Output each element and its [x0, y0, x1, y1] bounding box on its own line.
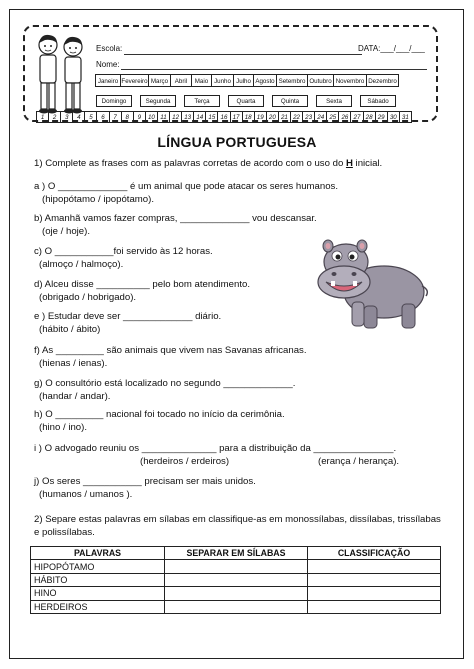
item-f-options: (hienas / ienas). — [39, 358, 108, 369]
data-label: DATA:___/___/___ — [358, 44, 425, 53]
day-number-cell[interactable]: 2 — [48, 111, 61, 123]
table-row — [31, 600, 441, 613]
month-cell[interactable]: Agosto — [253, 74, 277, 87]
header-box — [23, 25, 438, 122]
day-cell[interactable]: Segunda — [140, 95, 176, 107]
item-b-options: (oje / hoje). — [42, 226, 90, 237]
item-c: c) O ___________foi servido às 12 horas. — [34, 246, 213, 257]
item-f: f) As _________ são animais que vivem nas Savanas africanas. — [34, 345, 307, 356]
syllables-cell[interactable] — [165, 587, 308, 600]
item-i-options-1: (herdeiros / erdeiros) — [140, 456, 230, 467]
months-row — [96, 74, 399, 87]
day-number-cell[interactable]: 29 — [375, 111, 388, 123]
day-number-cell[interactable]: 18 — [242, 111, 255, 123]
month-cell[interactable]: Dezembro — [366, 74, 399, 87]
day-number-cell[interactable]: 16 — [217, 111, 230, 123]
day-number-cell[interactable]: 9 — [133, 111, 146, 123]
header-palavras: PALAVRAS — [31, 547, 165, 560]
question-2-line2: e polissílabas. — [34, 527, 95, 538]
page-title: LÍNGUA PORTUGUESA — [157, 134, 317, 150]
day-number-cell[interactable]: 8 — [121, 111, 134, 123]
item-g-options: (handar / andar). — [39, 391, 111, 402]
day-number-cell[interactable]: 23 — [302, 111, 315, 123]
children-illustration — [35, 33, 87, 115]
escola-label: Escola: — [96, 44, 123, 53]
month-cell[interactable]: Novembro — [333, 74, 367, 87]
month-cell[interactable]: Julho — [233, 74, 254, 87]
item-e-options: (hábito / ábito) — [39, 324, 101, 335]
hippo-illustration — [314, 234, 432, 334]
day-number-cell[interactable]: 27 — [350, 111, 363, 123]
day-cell[interactable]: Sábado — [360, 95, 396, 107]
intro-letter-h: H — [345, 158, 353, 169]
day-number-cell[interactable]: 24 — [314, 111, 327, 123]
month-cell[interactable]: Outubro — [307, 74, 334, 87]
nome-label: Nome: — [96, 60, 120, 69]
classification-cell[interactable] — [308, 573, 441, 586]
table-row — [31, 573, 441, 586]
item-b: b) Amanhã vamos fazer compras, _____________ vou descansar. — [34, 213, 317, 224]
syllables-cell[interactable] — [165, 560, 308, 573]
month-cell[interactable]: Fevereiro — [120, 74, 149, 87]
day-number-cell[interactable]: 21 — [278, 111, 291, 123]
day-number-cell[interactable]: 1 — [36, 111, 49, 123]
day-number-cell[interactable]: 12 — [169, 111, 182, 123]
item-g: g) O consultório está localizado no segundo _____________. — [34, 378, 296, 389]
item-d-options: (obrigado / hobrigado). — [39, 292, 137, 303]
item-h: h) O _________ nacional foi tocado no início da cerimônia. — [34, 409, 285, 420]
day-number-cell[interactable]: 31 — [399, 111, 412, 123]
question-2-line1: 2) Separe estas palavras em sílabas em classifique-as em monossílabas, dissílabas, trissílabas — [34, 514, 441, 525]
day-number-cell[interactable]: 10 — [145, 111, 158, 123]
day-number-cell[interactable]: 22 — [290, 111, 303, 123]
syllables-cell[interactable] — [165, 573, 308, 586]
month-cell[interactable]: Abril — [170, 74, 192, 87]
day-cell[interactable]: Domingo — [96, 95, 132, 107]
syllables-cell[interactable] — [165, 600, 308, 613]
day-number-cell[interactable]: 26 — [338, 111, 351, 123]
day-number-cell[interactable]: 19 — [254, 111, 267, 123]
day-cell[interactable]: Quinta — [272, 95, 308, 107]
days-row — [96, 95, 404, 107]
classification-cell[interactable] — [308, 560, 441, 573]
header-classificacao: CLASSIFICAÇÃO — [308, 547, 441, 560]
day-number-cell[interactable]: 13 — [181, 111, 194, 123]
syllable-table — [30, 546, 441, 614]
day-number-cell[interactable]: 15 — [205, 111, 218, 123]
item-h-options: (hino / ino). — [39, 422, 87, 433]
item-e: e ) Estudar deve ser _____________ diário. — [34, 311, 222, 322]
day-number-cell[interactable]: 11 — [157, 111, 170, 123]
day-cell[interactable]: Sexta — [316, 95, 352, 107]
day-cell[interactable]: Quarta — [228, 95, 264, 107]
table-row — [31, 587, 441, 600]
day-number-cell[interactable]: 14 — [193, 111, 206, 123]
word-cell: HÁBITO — [31, 573, 165, 586]
word-cell: HERDEIROS — [31, 600, 165, 613]
day-number-cell[interactable]: 20 — [266, 111, 279, 123]
day-number-cell[interactable]: 4 — [72, 111, 85, 123]
nome-field[interactable] — [121, 69, 427, 70]
day-cell[interactable]: Terça — [184, 95, 220, 107]
table-row — [31, 560, 441, 573]
item-d: d) Alceu disse __________ pelo bom atendimento. — [34, 279, 251, 290]
item-c-options: (almoço / halmoço). — [39, 259, 124, 270]
table-header-row — [31, 547, 441, 560]
classification-cell[interactable] — [308, 587, 441, 600]
item-i: i ) O advogado reuniu os ______________ para a distribuição da _______________. — [34, 443, 397, 454]
question-1-intro — [34, 158, 382, 169]
month-cell[interactable]: Março — [148, 74, 171, 87]
item-i-options-2: (erança / herança). — [318, 456, 400, 467]
month-cell[interactable]: Junho — [211, 74, 234, 87]
day-number-cell[interactable]: 3 — [60, 111, 73, 123]
day-number-cell[interactable]: 28 — [363, 111, 376, 123]
header-separar: SEPARAR EM SÍLABAS — [165, 547, 308, 560]
month-cell[interactable]: Setembro — [276, 74, 308, 87]
classification-cell[interactable] — [308, 600, 441, 613]
intro-text-end: inicial. — [352, 158, 383, 169]
word-cell: HINO — [31, 587, 165, 600]
escola-field[interactable] — [124, 54, 362, 55]
day-number-cell[interactable]: 25 — [326, 111, 339, 123]
day-number-cell[interactable]: 7 — [109, 111, 122, 123]
word-cell: HIPOPÓTAMO — [31, 560, 165, 573]
item-a-options: (hipopótamo / ipopótamo). — [42, 194, 154, 205]
day-number-cell[interactable]: 5 — [84, 111, 97, 123]
day-number-cell[interactable]: 6 — [96, 111, 109, 123]
day-numbers-row — [37, 111, 412, 123]
day-number-cell[interactable]: 30 — [387, 111, 400, 123]
month-cell[interactable]: Janeiro — [95, 74, 121, 87]
day-number-cell[interactable]: 17 — [230, 111, 243, 123]
item-a: a ) O _____________ é um animal que pode atacar os seres humanos. — [34, 181, 339, 192]
intro-text: 1) Complete as frases com as palavras corretas de acordo com o uso do — [34, 158, 346, 169]
item-j-options: (humanos / umanos ). — [39, 489, 133, 500]
item-j: j) Os seres ___________ precisam ser mais unidos. — [34, 476, 256, 487]
month-cell[interactable]: Maio — [191, 74, 212, 87]
